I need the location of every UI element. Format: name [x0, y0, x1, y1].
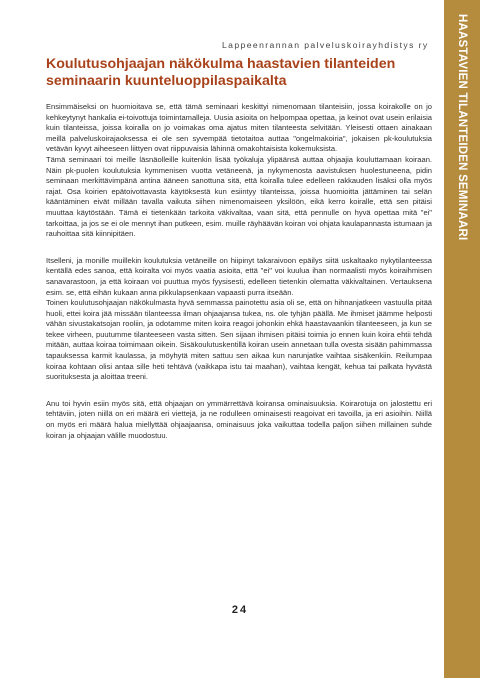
article-body — [46, 102, 432, 441]
paragraph-gap — [46, 383, 432, 399]
sidebar-title: HAASTAVIEN TILANTEIDEN SEMINAARI — [456, 14, 468, 241]
paragraph: Tämä seminaari toi meille läsnäolleille kuitenkin lisää työkaluja ylipäänsä auttaa ohjaajia kouluttamaan koiraan. Näin pk-puolen koulutuksia kymmenisen vuotta vetäneenä, ja nykymenosta aavistuksen huolestuneena, pidin seminaan merkittävimpänä antina ääneen sanottuna sitä, että koiralla tulee edelleen rakkauden lisäksi olla myös rajat. Osa koirien epätoivottavasta käytöksestä kun esiintyy tilanteissa, joissa huomioitta jättäminen tai selän kääntäminen eivät millään tavalla vaikuta siihen nimenomaiseen yksilöön, eikä kerro koiralle, että sen pitäisi muuttaa käytöstään. Tämä ei tietenkään tarkoita väkivaltaa, vaan sitä, että pennulle on hyvä opettaa mitä "ei" tarkoittaa, ja jos se ei ole mennyt ihan putkeen, esim. muille räyhäävän koiran voi ohjata kaulapannasta istumaan ja rauhoittaa sitä kiinnipitäen. — [46, 154, 432, 239]
page-number: 24 — [231, 604, 249, 616]
sidebar-band — [444, 0, 480, 678]
article-title: Koulutusohjaajan näkökulma haastavien tilanteiden seminaarin kuunteluoppilaspaikalta — [46, 56, 396, 89]
organization-header: Lappeenrannan palveluskoirayhdistys ry — [222, 40, 429, 50]
paragraph: Ensimmäiseksi on huomioitava se, että tämä seminaari keskittyi nimenomaan tilanteisiin, jossa koirakolle on jo kehkeytynyt hankalia ei-toivottuja toimintamalleja. Uusia asioita on helpompaa opettaa, ja keinot ovat usein erilaisia kuin tilanteissa, joissa koiralla on jo voimakas oma ajatus miten tilanteesta selvitään. Yleisesti ottaen ainakaan meillä palveluskoirajaoksessa ei ole sen syvempää tietotaitoa auttaa "ongelmakoiria", jokaisen pk-koulutuksia vetävän kyvyt aiheeseen liittyen ovat riippuvaisia lähinnä omakohtaisista kokemuksista. — [46, 102, 432, 154]
paragraph-gap — [46, 240, 432, 256]
paragraph: Itselleni, ja monille muillekin koulutuksia vetäneille on hiipinyt takaraivoon epäilys siitä uskaltaako nykytilanteessa kentällä edes sanoa, että koiralta voi myös vaatia asioita, että "ei" voi kuulua ihan normaalisti myös koiraihmisen sanavarastoon, ja että koiraan voi puuttua myös fyysisesti, edelleen tietenkin olematta väkivaltainen. Vertauksena esim. se, että eihän kukaan anna pikkulapsenkaan vapaasti purra itseään. — [46, 255, 432, 297]
paragraph: Toinen koulutusohjaajan näkökulmasta hyvä semmassa painotettu asia oli se, että on hihnanjatkeen vastuulla pitää huoli, ettei koira jää missään tilanteessa ilman ohjaajansa tukea, ns. ole tyhjän päällä. Me ihmiset jäämme helposti vähän sivustakatsojan rooliin, ja odotamme miten koira reagoi johonkin ehkä haastavaankin tilanteeseen, ja kun se tekee virheen, puutumme tilanteeseen vasta sitten. Sen sijaan ihmisen pitäisi toimia jo ennen kuin koira ehtii tehdä mitään, auttaa koiraa toimimaan oikein. Sisäkoulutuskentillä koiran usein annetaan tulla ovesta sisään pahimmassa tapauksessa karmit kaulassa, ja möyhytä miten sattuu sen aikaa kun narunjatke vaihtaa sisäkenkiin. Reilumpaa koiraa kohtaan olisi antaa sille heti tehtävä (vaikkapa istu tai maahan), vaihtaa kengät, kehua tai palkata hyvästä suorituksesta ja aloittaa treeni. — [46, 298, 432, 382]
paragraph: Anu toi hyvin esiin myös sitä, että ohjaajan on ymmärrettävä koiransa ominaisuuksia. Koirarotuja on jalostettu eri tehtäviin, joten niillä on eri määrä eri viettejä, ja ne rodulleen ominaisesti reagoivat eri tavoilla, ja eri asioihin. Niillä on myös eri määrä halua miellyttää ohjaajaansa, ominaisuus joka vaikuttaa todella paljon siihen millainen suhde koiran ja ohjaajan välille muodostuu. — [46, 398, 432, 440]
